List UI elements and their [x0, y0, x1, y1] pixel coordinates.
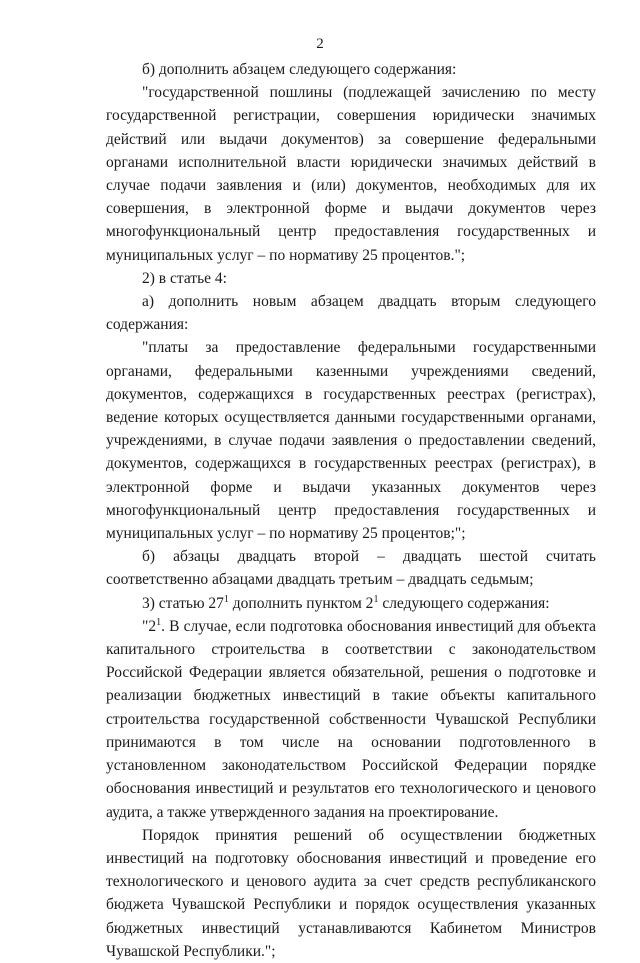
paragraph-item-a-intro: а) дополнить новым абзацем двадцать вторым следующего содержания: — [106, 293, 596, 334]
paragraph-item-b-intro: б) дополнить абзацем следующего содержания: — [142, 61, 457, 78]
paragraph-state-duty: "государственной пошлины (подлежащей зачислению по месту государственной регистрации, совершения юридически значимых действий или выдачи документов) за совершение федеральными органами исполнительной власти юридически значимых действий в случае подачи заявления и (или) документов, необходимых для их совершения, в электронной форме и выдачи документов через многофункциональный центр предоставления государственных и муниципальных услуг – по нормативу 25 процентов."; — [106, 84, 596, 264]
page-number: 2 — [316, 36, 324, 52]
paragraph-point-2-1-before: "2 — [142, 617, 157, 635]
paragraph-fee-text: "платы за предоставление федеральными государственными органами, федеральными казенными учреждениями сведений, документов, содержащихся в государственных реестрах (регистрах), ведение которых осуществляется данными государственными органами, учреждениями, в случае подачи заявления о предоставлении сведений, документов, содержащихся в государственных реестрах (регистрах), в электронной форме и выдачи указанных документов через многофункциональный центр предоставления государственных и муниципальных услуг – по нормативу 25 процентов;"; — [106, 339, 596, 543]
document-body — [106, 58, 596, 963]
paragraph-article-4: 2) в статье 4: — [142, 269, 227, 287]
paragraph-article-27-1-before: 3) статью 27 — [142, 594, 224, 612]
paragraph-item-b-renumber: б) абзацы двадцать второй – двадцать шестой считать соответственно абзацами двадцать третьим – двадцать седьмым; — [106, 548, 596, 589]
paragraph-article-27-1-after: следующего содержания: — [378, 594, 550, 612]
paragraph-article-27-1 — [106, 592, 596, 615]
superscript-point: 1 — [373, 593, 379, 605]
superscript-point-number: 1 — [156, 616, 162, 628]
paragraph-article-27-1-middle: дополнить пунктом 2 — [228, 594, 374, 612]
paragraph-procedure: Порядок принятия решений об осуществлении бюджетных инвестиций на подготовку обоснования инвестиций и проведение его технологического и ценового аудита за счет средств республиканского бюджета Чувашской Республики и порядок осуществления указанных бюджетных инвестиций устанавливаются Кабинетом Министров Чувашской Республики."; — [106, 826, 596, 960]
superscript-article: 1 — [223, 593, 229, 605]
paragraph-point-2-1 — [106, 615, 596, 824]
paragraph-point-2-1-text: . В случае, если подготовка обоснования инвестиций для объекта капитального строительства в соответствии с законодательством Российской Федерации является обязательной, решения о подготовке и реализации бюджетных инвестиций в такие объекты капитального строительства государственной собственности Чувашской Республики принимаются в том числе на основании подготовленного в установленном законодательством Российской Федерации порядке обоснования инвестиций и результатов его технологического и ценового аудита, а также утвержденного задания на проектирование. — [106, 617, 596, 821]
